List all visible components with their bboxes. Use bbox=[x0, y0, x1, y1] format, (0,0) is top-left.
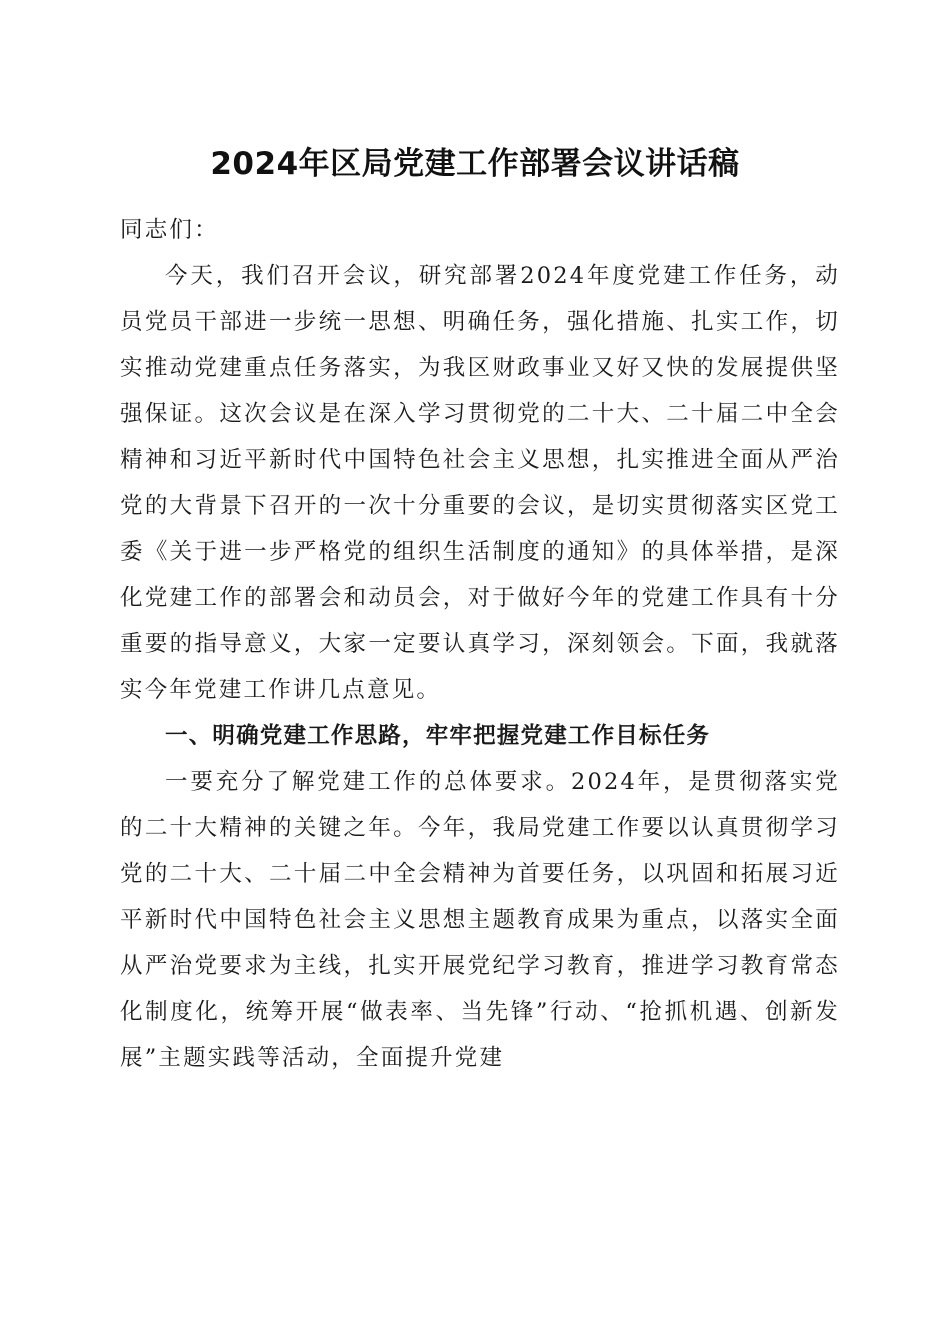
document-body bbox=[120, 207, 840, 1081]
document-title: 2024年区局党建工作部署会议讲话稿 bbox=[210, 146, 740, 182]
opening-paragraph: 今天，我们召开会议，研究部署2024年度党建工作任务，动员党员干部进一步统一思想、明确任务，强化措施、扎实工作，切实推动党建重点任务落实，为我区财政事业又好又快的发展提供坚强保证。这次会议是在深入学习贯彻党的二十大、二十届二中全会精神和习近平新时代中国特色社会主义思想，扎实推进全面从严治党的大背景下召开的一次十分重要的会议，是切实贯彻落实区党工委《关于进一步严格党的组织生活制度的通知》的具体举措，是深化党建工作的部署会和动员会，对于做好今年的党建工作具有十分重要的指导意义，大家一定要认真学习，深刻领会。下面，我就落实今年党建工作讲几点意见。 bbox=[120, 263, 840, 703]
salutation: 同志们： bbox=[120, 217, 219, 243]
body-paragraph: 一要充分了解党建工作的总体要求。2024年，是贯彻落实党的二十大精神的关键之年。今年，我局党建工作要以认真贯彻学习党的二十大、二十届二中全会精神为首要任务，以巩固和拓展习近平新时代中国特色社会主义思想主题教育成果为重点，以落实全面从严治党要求为主线，扎实开展党纪学习教育，推进学习教育常态化制度化，统筹开展“做表率、当先锋”行动、“抢抓机遇、创新发展”主题实践等活动，全面提升党建 bbox=[120, 769, 840, 1071]
section-heading: 一、明确党建工作思路，牢牢把握党建工作目标任务 bbox=[165, 723, 711, 749]
